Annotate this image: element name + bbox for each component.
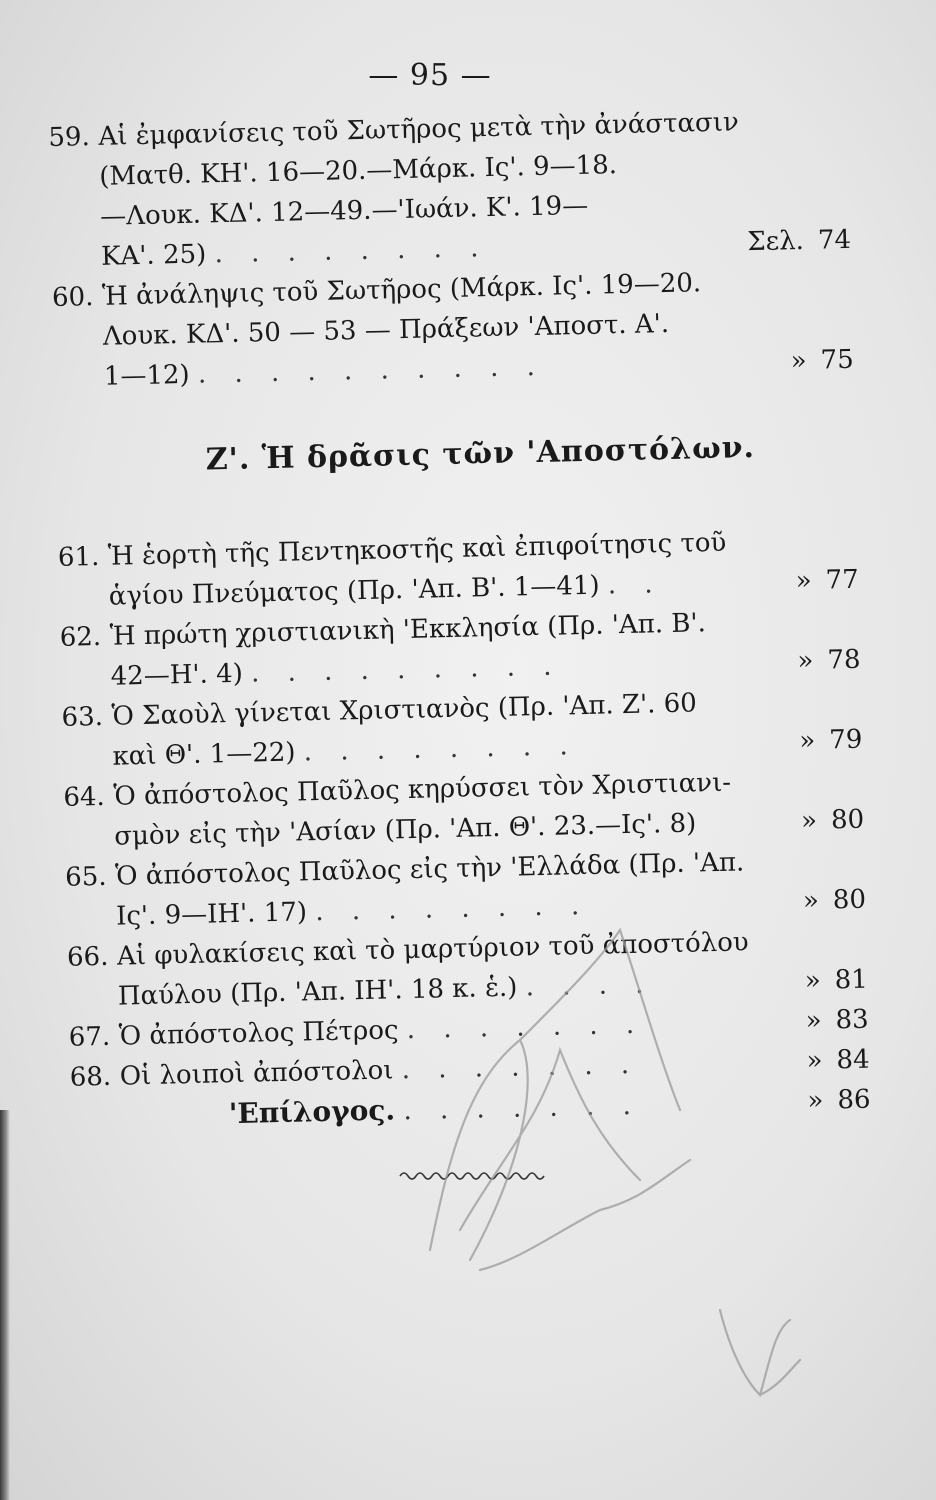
entry-text: Ὁ ἀπόστολος Πέτρος <box>118 1015 399 1052</box>
page-reference <box>738 1000 869 1043</box>
entry-number: 67. <box>68 1021 111 1053</box>
page-ref-number: 81 <box>834 964 869 996</box>
toc-entries-bottom <box>58 520 870 1098</box>
page-reference <box>723 340 854 383</box>
page-reference <box>734 800 865 843</box>
leader-dots: . . . . . . . <box>403 1090 642 1127</box>
leader-dots: . . . . . . . . . <box>250 651 562 689</box>
entry-text: ἁγίου Πνεύματος (Πρ. 'Απ. Β'. 1—41) <box>108 570 600 612</box>
entry-text: Παύλου (Πρ. 'Απ. ΙΗ'. 18 κ. ἑ.) <box>117 972 518 1012</box>
wavy-separator <box>398 1162 546 1186</box>
entry-text: Ις'. 9—ΙΗ'. 17) <box>115 897 308 932</box>
leader-dots: . . . . . . . . <box>303 731 579 768</box>
page-mark: » <box>807 1085 824 1117</box>
page-mark: » <box>797 645 814 677</box>
entry-text: Ἡ ἑορτὴ τῆς Πεντηκοστῆς καὶ ἐπιφοίτησις τοῦ <box>107 527 727 572</box>
entry-number: 66. <box>66 941 109 973</box>
toc-entries-top <box>48 100 854 398</box>
entry-text: ΚΑ'. 25) <box>100 239 207 272</box>
entry-text: Ὁ ἀπόστολος Παῦλος κηρύσσει τὸν Χριστιανι- <box>113 767 732 812</box>
page-mark: » <box>795 565 812 597</box>
page-ref-number: 80 <box>832 884 867 916</box>
entry-text: (Ματθ. ΚΗ'. 16—20.—Μάρκ. Ις'. 9—18. <box>99 150 618 192</box>
page-reference <box>739 1040 870 1083</box>
entry-text: Ὁ ἀπόστολος Παῦλος εἰς τὴν 'Ελλάδα (Πρ. 'Απ. <box>114 847 745 892</box>
entry-text: Λουκ. ΚΔ'. 50 — 53 — Πράξεων 'Αποστ. Α'. <box>102 308 670 352</box>
entry-text: 1—12) <box>103 359 190 392</box>
table-of-contents <box>48 100 871 1138</box>
entry-number: 61. <box>57 541 100 573</box>
page-ref-number: 74 <box>817 224 852 256</box>
page-mark: » <box>804 965 822 997</box>
page-reference <box>736 880 867 923</box>
entry-text: Ἡ πρώτη χριστιανικὴ 'Εκκλησία (Πρ. 'Απ. Β'. <box>109 608 707 652</box>
entry-text: —Λουκ. ΚΔ'. 12—49.—'Ιωάν. Κ'. 19— <box>99 190 589 232</box>
page-reference <box>721 220 852 263</box>
toc-entry <box>48 100 851 278</box>
page-mark: » <box>805 1005 822 1037</box>
entry-number: 63. <box>61 701 104 733</box>
page-ref-number: 75 <box>820 344 855 376</box>
leader-dots: . . . . . . . <box>401 1049 640 1086</box>
page-reference <box>740 1080 871 1123</box>
page-reference <box>730 640 861 683</box>
leader-dots: . . . . . . . . <box>214 233 489 270</box>
leader-dots: . . . . <box>525 969 654 1003</box>
binding-shadow <box>0 1110 10 1500</box>
page-mark: » <box>798 725 816 757</box>
entry-text: Ὁ Σαοὺλ γίνεται Χριστιανὸς (Πρ. 'Απ. Ζ'. 60 <box>111 688 698 732</box>
page-ref-number: 84 <box>836 1044 870 1076</box>
section-heading: Ζ'. Ἡ δρᾶσις τῶν 'Αποστόλων. <box>205 430 756 478</box>
toc-entry <box>52 260 855 398</box>
page-ref-number: 79 <box>828 724 863 756</box>
entry-text: 42—Η'. 4) <box>110 658 244 692</box>
page-mark: » <box>800 805 818 837</box>
leader-dots: . . . . . . . . <box>314 890 590 928</box>
page-mark: » <box>790 345 807 377</box>
entry-number: 65. <box>64 861 107 893</box>
entry-text: Οἱ λοιποὶ ἀπόστολοι <box>119 1055 394 1092</box>
page-ref-number: 83 <box>835 1004 870 1036</box>
entry-number: 68. <box>69 1061 112 1093</box>
entry-number: 62. <box>59 621 102 653</box>
page-mark: » <box>806 1045 823 1077</box>
page-reference <box>737 960 868 1003</box>
page-ref-number: 86 <box>837 1084 871 1116</box>
entry-number: 64. <box>63 781 106 813</box>
epilogue-label: 'Επίλογος. <box>228 1093 396 1131</box>
leader-dots: . . . . . . . . . . <box>197 351 546 390</box>
page-reference <box>728 560 859 603</box>
entry-text: Αἱ φυλακίσεις καὶ τὸ μαρτύριον τοῦ ἀποστόλου <box>116 927 750 972</box>
entry-text: Ἡ ἀνάληψις τοῦ Σωτῆρος (Μάρκ. Ις'. 19—20. <box>101 268 702 312</box>
entry-text: καὶ Θ'. 1—22) <box>112 737 296 772</box>
entry-text: Αἱ ἐμφανίσεις τοῦ Σωτῆρος μετὰ τὴν ἀνάστασιν <box>98 107 740 152</box>
page-ref-number: 80 <box>830 804 865 836</box>
entry-text: σμὸν εἰς τὴν 'Ασίαν (Πρ. 'Απ. Θ'. 23.—Ις'. 8) <box>113 808 697 852</box>
page-ref-number: 77 <box>825 564 860 596</box>
entry-number: 59. <box>48 122 91 153</box>
leader-dots: . . <box>607 569 663 601</box>
page-mark: Σελ. <box>746 225 805 258</box>
page-number: — 95 — <box>368 58 492 93</box>
entry-number: 60. <box>51 282 94 313</box>
leader-dots: . . . . . . . <box>406 1009 645 1046</box>
page-reference <box>732 720 863 763</box>
page-ref-number: 78 <box>827 644 861 676</box>
page-mark: » <box>802 885 820 917</box>
